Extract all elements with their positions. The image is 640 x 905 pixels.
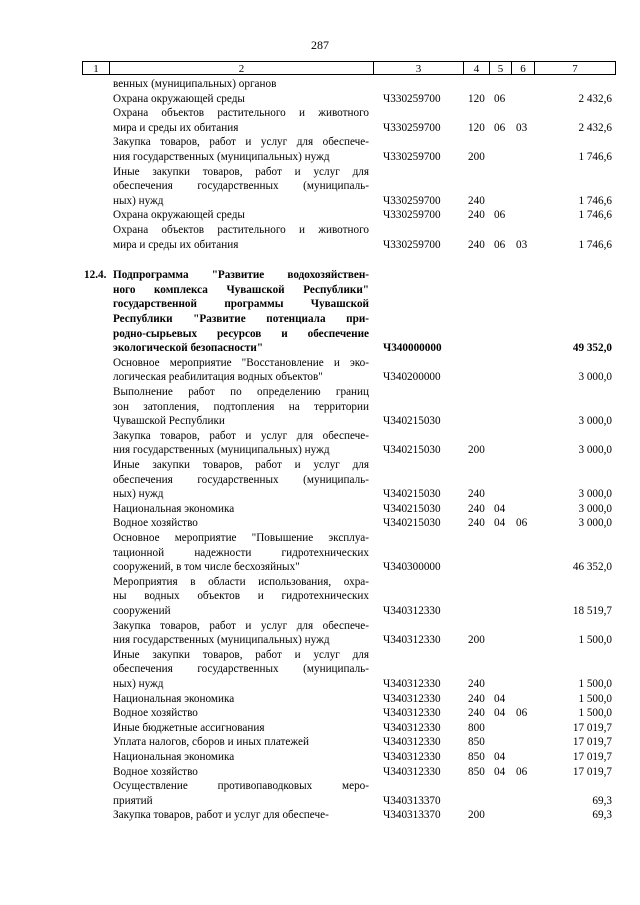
row-expense-type: 240: [468, 194, 485, 207]
row-code: Ч330259700: [383, 92, 441, 105]
row-name-line: ния государственных (муниципальных) нужд: [113, 634, 330, 647]
row-name-line: ных) нужд: [113, 194, 164, 207]
row-code: Ч340300000: [383, 561, 441, 574]
row-name: [113, 458, 369, 502]
row-code: Ч340312330: [383, 765, 441, 778]
row-name-line: Подпрограмма "Развитие водохозяйствен-: [113, 269, 369, 282]
row-expense-type: 120: [468, 92, 485, 105]
row-amount: 2 432,6: [578, 121, 612, 134]
row-name-line: Основное мероприятие "Повышение эксплуа-: [113, 532, 369, 544]
row-name-line: венных (муниципальных) органов: [113, 78, 277, 90]
row-amount: 18 519,7: [572, 604, 612, 617]
row-name: [113, 706, 369, 721]
row-code: Ч340313370: [383, 794, 441, 807]
row-name-line: Охрана объектов растительного и животного: [113, 224, 369, 236]
row-amount: 1 746,6: [578, 150, 612, 163]
row-name: [113, 223, 369, 252]
row-amount: 2 432,6: [578, 92, 612, 105]
row-expense-type: 240: [468, 692, 485, 705]
row-number: 12.4.: [84, 269, 107, 282]
row-section: 04: [494, 517, 506, 530]
row-name-line: сооружений, в том числе бесхозяйных": [113, 561, 300, 574]
row-code: Ч340312330: [383, 751, 441, 763]
row-name-line: Охрана окружающей среды: [113, 92, 245, 105]
row-section: 06: [494, 209, 506, 222]
row-amount: 17 019,7: [572, 765, 612, 778]
row-name-line: Охрана объектов растительного и животного: [113, 107, 369, 120]
row-code: Ч340312330: [383, 604, 441, 617]
row-name-line: Национальная экономика: [113, 502, 235, 515]
row-name: [113, 385, 369, 429]
row-name-line: Осуществление противопаводковых меро-: [113, 780, 369, 793]
row-section: 06: [494, 92, 506, 105]
table-row: [0, 516, 640, 531]
row-section: 04: [494, 707, 506, 720]
header-col-5: 5: [489, 61, 511, 75]
row-subsection: 06: [516, 765, 528, 778]
table-row: [0, 268, 640, 356]
row-name-line: мира и среды их обитания: [113, 238, 239, 251]
row-name: [113, 92, 369, 107]
header-col-3: 3: [373, 61, 463, 75]
row-amount: 1 500,0: [578, 707, 612, 720]
row-name-line: Закупка товаров, работ и услуг для обеспече-: [113, 429, 369, 442]
row-name: [113, 516, 369, 531]
table-row: [0, 750, 640, 765]
row-name: [113, 575, 369, 619]
row-expense-type: 240: [468, 707, 485, 720]
row-amount: 3 000,0: [578, 502, 612, 515]
row-name-line: ного комплекса Чувашской Республики": [113, 283, 369, 296]
row-code: Ч340215030: [383, 415, 441, 428]
row-name-line: Республики "Развитие потенциала при-: [113, 312, 369, 325]
row-name-line: ны водных объектов и гидротехнических: [113, 590, 369, 603]
row-name: [113, 721, 369, 736]
table-row: [0, 808, 640, 823]
row-name: [113, 356, 369, 385]
row-section: 04: [494, 765, 506, 778]
row-name-line: мира и среды их обитания: [113, 121, 239, 134]
row-amount: 49 352,0: [572, 342, 612, 355]
row-code: Ч330259700: [383, 150, 441, 163]
row-code: Ч330259700: [383, 194, 441, 207]
row-expense-type: 850: [468, 765, 485, 778]
row-expense-type: 240: [468, 209, 485, 222]
row-name: [113, 779, 369, 808]
row-name-line: Выполнение работ по определению границ: [113, 386, 369, 398]
row-name: [113, 165, 369, 209]
row-name: [113, 619, 369, 648]
row-expense-type: 850: [468, 736, 485, 749]
row-name: [113, 648, 369, 692]
row-amount: 1 500,0: [578, 634, 612, 647]
row-name-line: тационной надежности гидротехнических: [113, 546, 369, 559]
row-subsection: 06: [516, 707, 528, 720]
table-row: [0, 92, 640, 107]
row-name-line: Мероприятия в области использования, охра-: [113, 575, 369, 588]
row-code: Ч340215030: [383, 488, 441, 501]
row-code: Ч340000000: [383, 342, 442, 355]
row-name-line: Водное хозяйство: [113, 707, 198, 720]
table-row: [0, 692, 640, 707]
row-amount: 69,3: [592, 794, 612, 807]
row-expense-type: 120: [468, 121, 485, 134]
row-name: [113, 135, 369, 164]
row-name: [113, 765, 369, 780]
row-section: 04: [494, 692, 506, 705]
row-expense-type: 240: [468, 517, 485, 530]
table-row: [0, 458, 640, 502]
row-code: Ч340215030: [383, 444, 441, 457]
row-amount: 46 352,0: [572, 561, 612, 574]
row-subsection: 03: [516, 238, 528, 251]
row-name-line: обеспечения государственных (муниципаль-: [113, 473, 369, 486]
table-row: [0, 208, 640, 223]
table-row: [0, 706, 640, 721]
row-name: [113, 808, 369, 823]
row-name-line: обеспечения государственных (муниципаль-: [113, 180, 369, 193]
row-expense-type: 850: [468, 751, 485, 763]
row-name: [113, 106, 369, 135]
table-header: [82, 61, 616, 75]
row-name-line: Закупка товаров, работ и услуг для обеспече-: [113, 619, 369, 632]
row-expense-type: 200: [468, 150, 485, 163]
row-name-line: Охрана окружающей среды: [113, 209, 245, 222]
row-expense-type: 240: [468, 502, 485, 515]
row-name: [113, 429, 369, 458]
row-name-line: ния государственных (муниципальных) нужд: [113, 444, 330, 457]
row-name-line: экологической безопасности": [113, 342, 264, 355]
row-name-line: ных) нужд: [113, 677, 164, 690]
row-expense-type: 800: [468, 721, 485, 734]
table-row: [0, 77, 640, 92]
row-name-line: Иные закупки товаров, работ и услуг для: [113, 165, 369, 178]
row-name: [113, 750, 369, 765]
table-row: [0, 531, 640, 575]
table-row: [0, 385, 640, 429]
table-row: [0, 619, 640, 648]
row-amount: 3 000,0: [578, 517, 612, 530]
row-name-line: Иные закупки товаров, работ и услуг для: [113, 459, 369, 471]
row-name-line: сооружений: [113, 604, 171, 617]
header-col-6: 6: [511, 61, 534, 75]
row-code: Ч340200000: [383, 371, 441, 384]
row-amount: 3 000,0: [578, 444, 612, 457]
row-code: Ч340312330: [383, 736, 441, 749]
row-amount: 1 500,0: [578, 677, 612, 690]
row-code: Ч340313370: [383, 809, 441, 822]
table-row: [0, 765, 640, 780]
row-section: 06: [494, 238, 506, 251]
row-name-line: Водное хозяйство: [113, 517, 198, 530]
row-name-line: государственной программы Чувашской: [113, 298, 369, 311]
row-name: [113, 502, 369, 517]
table-row: [0, 721, 640, 736]
row-name: [113, 208, 369, 223]
row-section: 04: [494, 502, 506, 515]
row-name-line: Закупка товаров, работ и услуг для обеспече-: [113, 136, 369, 149]
row-expense-type: 240: [468, 677, 485, 690]
row-name-line: Чувашской Республики: [113, 415, 225, 428]
row-expense-type: 200: [468, 444, 485, 457]
row-code: Ч340215030: [383, 502, 441, 515]
row-amount: 1 746,6: [578, 194, 612, 207]
row-name-line: Основное мероприятие "Восстановление и эко-: [113, 356, 369, 369]
row-name: [113, 268, 369, 356]
row-code: Ч330259700: [383, 209, 441, 222]
row-name: [113, 735, 369, 750]
row-amount: 3 000,0: [578, 415, 612, 428]
row-amount: 3 000,0: [578, 488, 612, 501]
row-code: Ч340312330: [383, 707, 441, 720]
header-col-4: 4: [463, 61, 489, 75]
row-name: [113, 77, 369, 92]
row-name-line: Иные закупки товаров, работ и услуг для: [113, 648, 369, 661]
table-row: [0, 106, 640, 135]
row-amount: 1 500,0: [578, 692, 612, 705]
table-row: [0, 356, 640, 385]
row-amount: 17 019,7: [572, 721, 612, 734]
row-name: [113, 531, 369, 575]
row-name-line: обеспечения государственных (муниципаль-: [113, 663, 369, 676]
row-amount: 3 000,0: [578, 371, 612, 384]
header-col-2: 2: [109, 61, 373, 75]
row-amount: 17 019,7: [572, 751, 612, 763]
table-row: [0, 735, 640, 750]
row-code: Ч340312330: [383, 692, 441, 705]
row-section: 06: [494, 121, 506, 134]
row-name-line: ния государственных (муниципальных) нужд: [113, 150, 330, 163]
row-expense-type: 240: [468, 238, 485, 251]
row-amount: 69,3: [592, 809, 612, 822]
row-subsection: 03: [516, 121, 528, 134]
header-col-7: 7: [534, 61, 616, 75]
table-row: [0, 429, 640, 458]
table-row: [0, 779, 640, 808]
row-code: Ч340312330: [383, 634, 441, 647]
table-row: [0, 502, 640, 517]
page-number: 287: [311, 38, 329, 52]
row-name-line: приятий: [113, 794, 153, 807]
row-name-line: Закупка товаров, работ и услуг для обеспече-: [113, 809, 329, 822]
header-col-1: 1: [82, 61, 109, 75]
table-row: [0, 135, 640, 164]
row-code: Ч340312330: [383, 677, 441, 690]
row-name: [113, 692, 369, 707]
row-name-line: родно-сырьевых ресурсов и обеспечение: [113, 327, 369, 340]
row-code: Ч340215030: [383, 517, 441, 530]
row-name-line: зон затопления, подтопления на территории: [113, 400, 369, 413]
row-name-line: Иные бюджетные ассигнования: [113, 721, 265, 734]
row-name-line: Национальная экономика: [113, 751, 235, 763]
row-expense-type: 200: [468, 634, 485, 647]
row-subsection: 06: [516, 517, 528, 530]
table-row: [0, 165, 640, 209]
row-code: Ч330259700: [383, 121, 441, 134]
row-name-line: Национальная экономика: [113, 692, 235, 705]
row-code: Ч330259700: [383, 238, 441, 251]
row-expense-type: 200: [468, 809, 485, 822]
row-name-line: логическая реабилитация водных объектов": [113, 371, 323, 384]
row-name-line: Водное хозяйство: [113, 765, 198, 778]
row-amount: 17 019,7: [572, 736, 612, 749]
table-row: [0, 223, 640, 252]
row-expense-type: 240: [468, 488, 485, 501]
row-name-line: ных) нужд: [113, 488, 164, 501]
row-amount: 1 746,6: [578, 209, 612, 222]
row-amount: 1 746,6: [578, 238, 612, 251]
row-code: Ч340312330: [383, 721, 441, 734]
row-section: 04: [494, 751, 506, 763]
table-row: [0, 648, 640, 692]
table-row: [0, 575, 640, 619]
row-name-line: Уплата налогов, сборов и иных платежей: [113, 736, 309, 749]
